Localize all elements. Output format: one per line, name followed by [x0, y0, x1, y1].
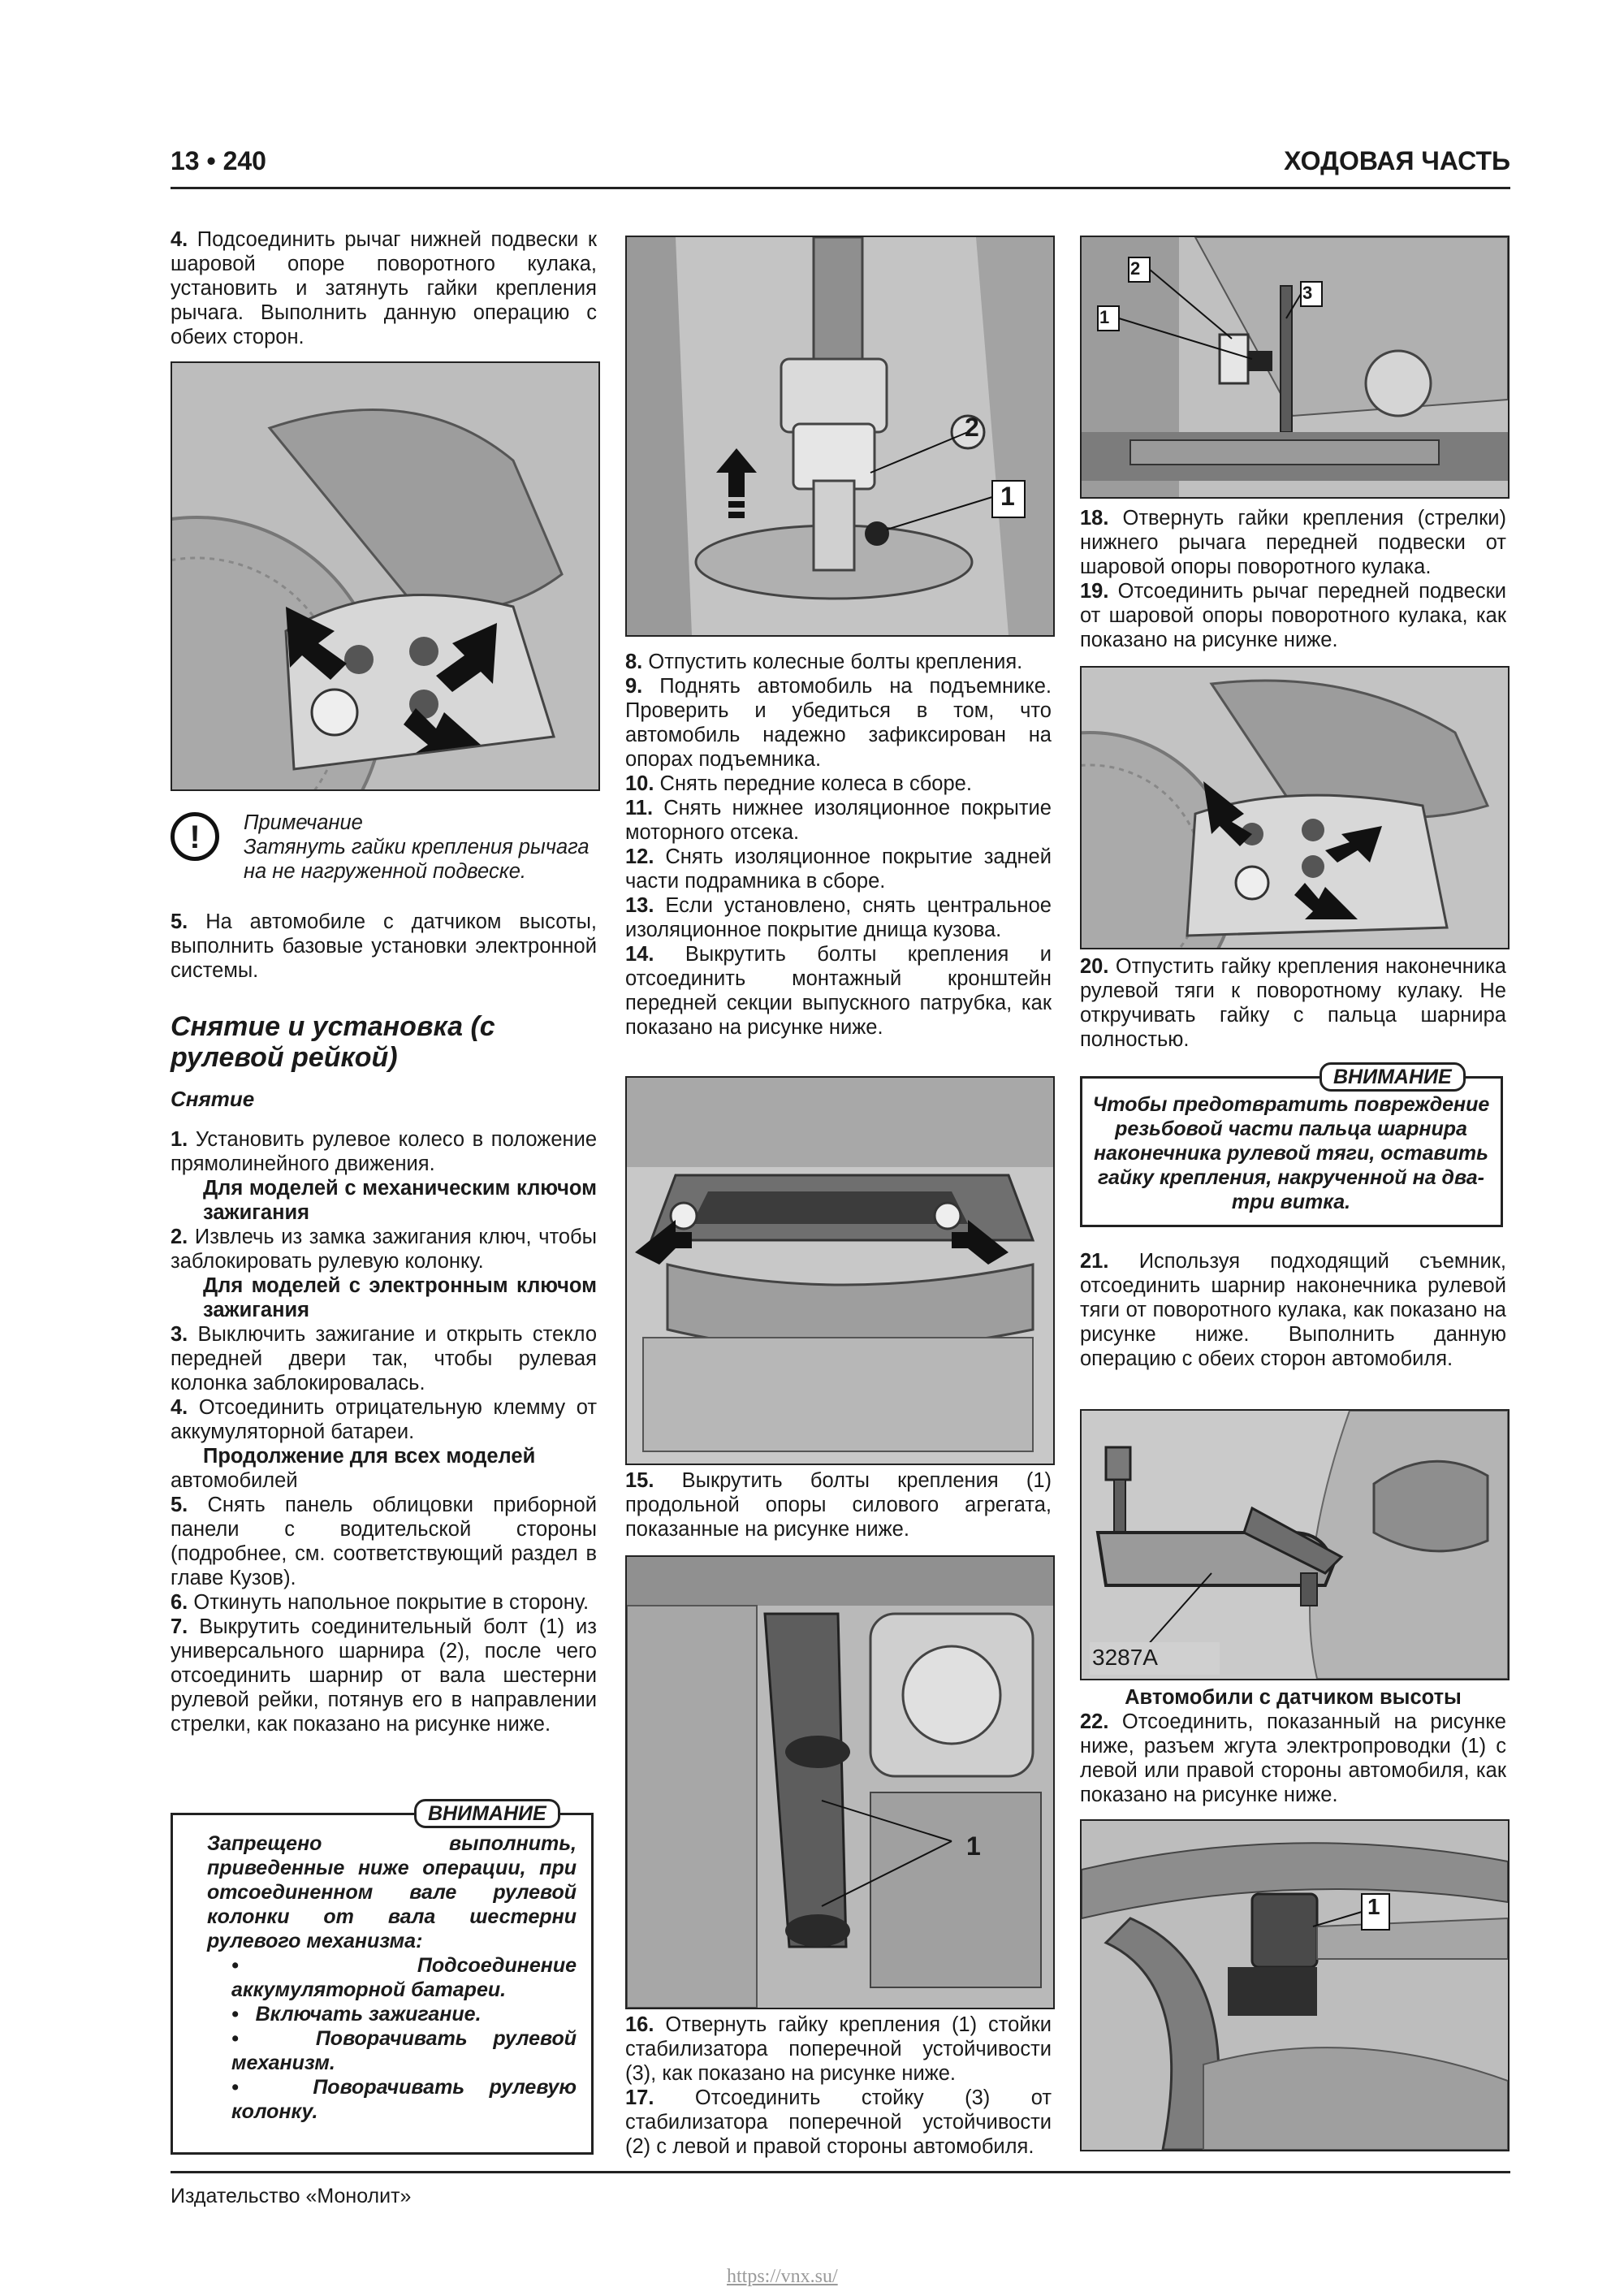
tool-label: 3287A [1092, 1645, 1158, 1670]
middle-steps-8-14: 8. Отпустить колесные болты крепления. 9. Поднять автомобиль на подъемнике. Проверить и убедиться в том, что автомобиль надежно зафиксирован на опорах подъемника. 10. Снять передние колеса в сборе. 11. Снять нижнее изоляционное покрытие моторного отсека. 12. Снять изоляционное покрытие задней части подрамника в сборе. 13. Если установлено, снять центральное изоляционное покрытие днища кузова. 14. Выкрутить болты крепления и отсоединить монтажный кронштейн передней секции выпускного патрубка, как показано на рисунке ниже. [625, 651, 1052, 1039]
warning-item: • Поворачивать рулевую колонку. [231, 2076, 577, 2123]
figure-lower-arm-nuts [171, 361, 600, 791]
section-title-header: ХОДОВАЯ ЧАСТЬ [1284, 146, 1510, 175]
section-heading: Снятие и установка (с рулевой рейкой) [171, 1011, 495, 1073]
page-number: 13 • 240 [171, 146, 266, 175]
figure-steering-joint [625, 236, 1055, 637]
right-step-22: Автомобили с датчиком высоты 22. Отсоединить, показанный на рисунке ниже, разъем жгута электропроводки (1) с левой или правой стороны автомобиля, как показано на рисунке ниже. [1080, 1686, 1506, 1806]
callout-1-last: 1 [1367, 1894, 1380, 1919]
watermark-link[interactable]: https://vnx.su/ [727, 2266, 838, 2287]
warning-label-right: ВНИМАНИЕ [1320, 1062, 1466, 1092]
callout-1: 1 [1000, 482, 1015, 511]
footer-rule [171, 2171, 1510, 2173]
middle-steps-16-17: 16. Отвернуть гайку крепления (1) стойки стабилизатора поперечной устойчивости (3), как показано на рисунке ниже. 17. Отсоединить стойку (3) от стабилизатора поперечной устойчивости (2) с левой и правой стороны автомобиля. [625, 2013, 1052, 2158]
figure-ball-joint-nuts [1080, 666, 1510, 949]
left-step-4: 4. Подсоединить рычаг нижней подвески к шаровой опоре поворотного кулака, установить и затянуть гайки крепления рычага. Выполнить данную операцию с обеих сторон. [171, 228, 597, 348]
callout-1-right: 1 [1099, 307, 1110, 327]
exclamation-icon: ! [171, 812, 219, 861]
callout-2-right: 2 [1130, 258, 1141, 279]
figure-wiring-connector [1080, 1819, 1510, 2151]
right-steps-18-19: 18. Отвернуть гайки крепления (стрелки) нижнего рычага передней подвески от шаровой опоры поворотного кулака. 19. Отсоединить рычаг передней подвески от шаровой опоры поворотного кулака, как показано на рисунке ниже. [1080, 507, 1506, 651]
left-step-5: 5. На автомобиле с датчиком высоты, выполнить базовые установки электронной системы. [171, 910, 597, 982]
warning-item: • Поворачивать рулевой механизм. [231, 2027, 577, 2074]
right-step-20: 20. Отпустить гайку крепления наконечника рулевой тяги к поворотному кулаку. Не откручивать гайку с пальца шарнира полностью. [1080, 955, 1506, 1051]
publisher: Издательство «Монолит» [171, 2185, 412, 2207]
figure-exhaust-bracket [625, 1076, 1055, 1465]
warning-label-left: ВНИМАНИЕ [414, 1799, 560, 1828]
warning-text-right: Чтобы предотвратить повреждение резьбовой части пальца шарнира наконечника рулевой тяги, оставить гайку крепления, накрученной на два-три витка. [1092, 1093, 1490, 1213]
callout-2: 2 [965, 413, 979, 442]
right-step-21: 21. Используя подходящий съемник, отсоединить шарнир наконечника рулевой тяги от поворотного кулака, как показано на рисунке ниже. Выполнить данную операцию с обеих сторон автомобиля. [1080, 1250, 1506, 1370]
middle-step-15: 15. Выкрутить болты крепления (1) продольной опоры силового агрегата, показанные на рисунке ниже. [625, 1469, 1052, 1541]
left-removal-steps: 1. Установить рулевое колесо в положение прямолинейного движения. Для моделей с механическим ключом зажигания 2. Извлечь из замка зажигания ключ, чтобы заблокировать рулевую колонку. Для моделей с электронным ключом зажигания 3. Выключить зажигание и открыть стекло передней двери так, чтобы рулевая колонка заблокировалась. 4. Отсоединить отрицательную клемму от аккумуляторной батареи. Продолжение для всех моделей автомобилей 5. Снять панель облицовки приборной панели с водительской стороны (подробнее, см. соответствующий раздел в главе Кузов). 6. Откинуть напольное покрытие в сторону. 7. Выкрутить соединительный болт (1) из универсального шарнира (2), после чего отсоединить шарнир от вала шестерни рулевой рейки, потянув его в направлении стрелки, как показано на рисунке ниже. [171, 1128, 598, 1736]
callout-3-right: 3 [1302, 283, 1313, 303]
note-block: Примечание Затянуть гайки крепления рычага на не нагруженной подвеске. [244, 811, 590, 883]
figure-torque-rod [625, 1555, 1055, 2009]
warning-text-left: Запрещено выполнить, приведенные ниже операции, при отсоединенном вале рулевой колонки от вала шестерни рулевого механизма: • Подсоединение аккумуляторной батареи. • Включать зажигание. • Поворачивать рулевой механизм. • Поворачивать рулевую колонку. [207, 1832, 577, 2123]
header-rule [171, 187, 1510, 189]
sub-heading-removal: Снятие [171, 1087, 255, 1111]
warning-item: • Включать зажигание. [231, 2003, 482, 2026]
figure-stabilizer-link [1080, 236, 1510, 499]
callout-1-fig3: 1 [966, 1831, 981, 1861]
figure-puller-tool [1080, 1409, 1510, 1680]
warning-item: • Подсоединение аккумуляторной батареи. [231, 1954, 577, 2001]
